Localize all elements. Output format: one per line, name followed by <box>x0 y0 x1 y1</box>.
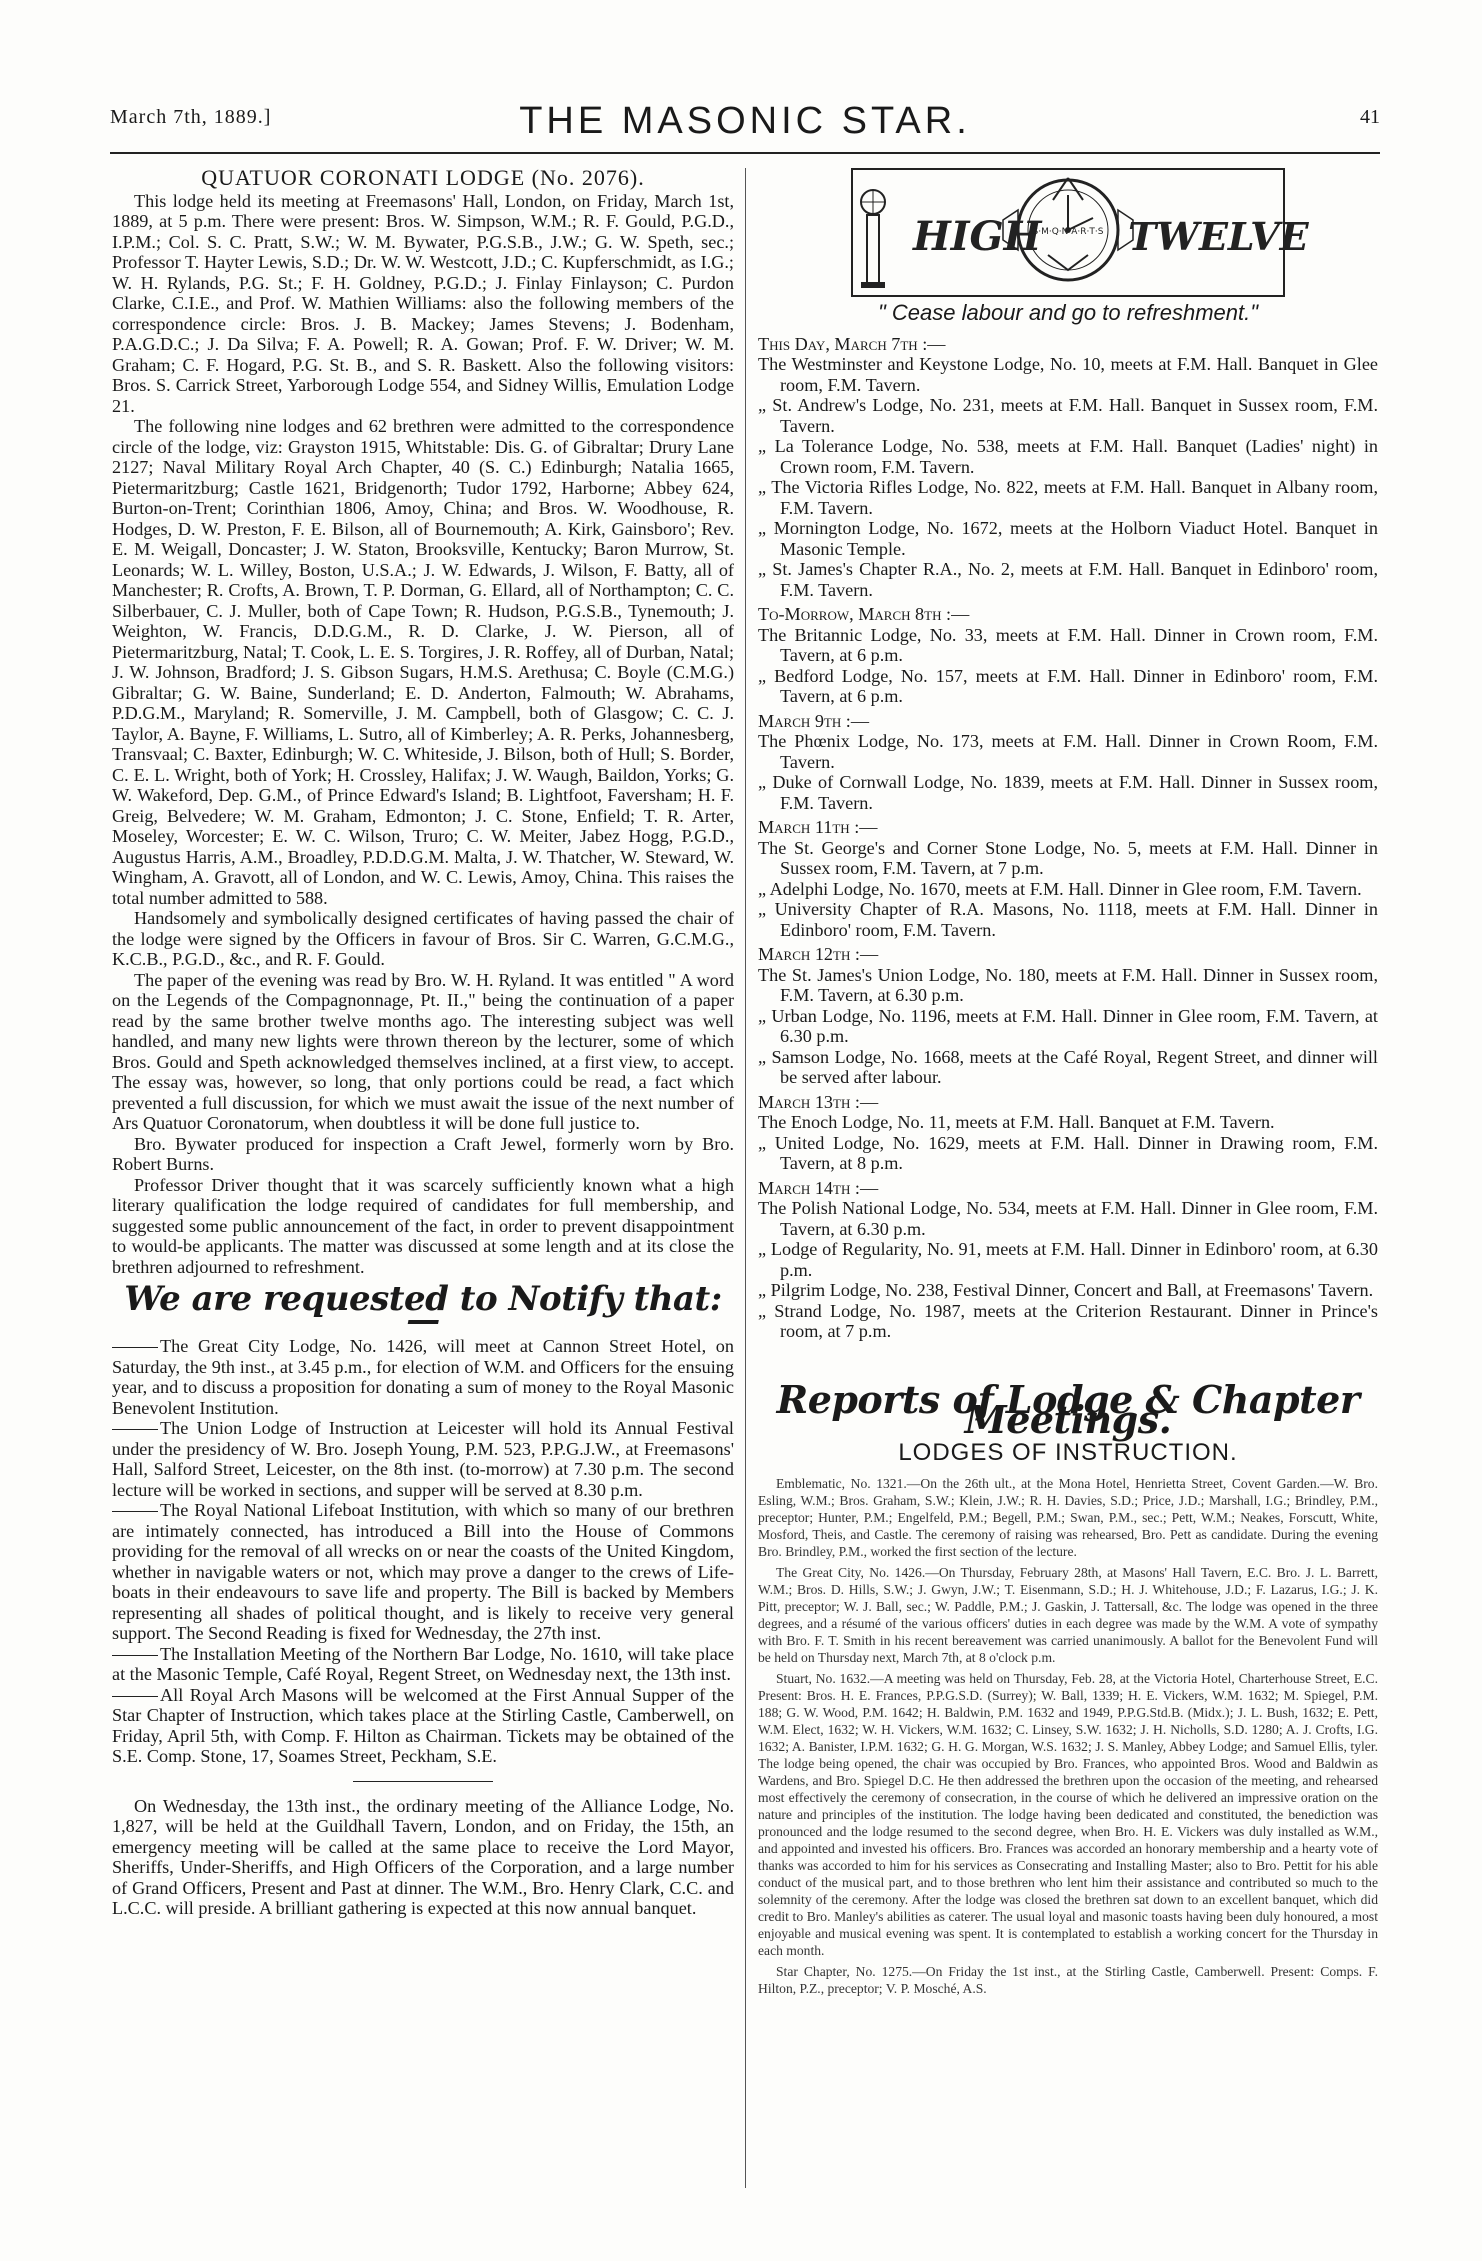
notify-item-4 <box>112 1644 734 1685</box>
notify-item-3 <box>112 1500 734 1644</box>
meeting-entry: „ The Victoria Rifles Lodge, No. 822, meets at F.M. Hall. Banquet in Albany room, F.M. Tavern. <box>758 477 1378 518</box>
emblem-caption: " Cease labour and go to refreshment." <box>877 300 1259 325</box>
notify-text: The Installation Meeting of the Northern Bar Lodge, No. 1610, will take place at the Masonic Temple, Café Royal, Regent Street, on Wednesday next, the 13th inst. <box>112 1643 734 1684</box>
day-heading: March 13th :— <box>758 1091 879 1112</box>
loi-report-emblematic: Emblematic, No. 1321.—On the 26th ult., at the Mona Hotel, Henrietta Street, Covent Garden.—W. Bro. Esling, W.M.; Bros. Graham, S.W.; Klein, J.W.; R. H. Davies, S.D.; Price, J.D.; Marshall, I.G.; Brindley, P.M., preceptor; Hunter, P.M.; Engelfeld, P.M.; Begell, P.M.; Swan, P.M., sec.; Pett, W.M.; Neakes, Forscutt, White, Mosford, Theis, and Castle. The ceremony of raising was rehearsed, Bro. Pett as candidate. During the evening Bro. Brindley, P.M., worked the first section of the lecture. <box>758 1476 1378 1559</box>
quatuor-para-4: The paper of the evening was read by Bro. W. H. Ryland. It was entitled " A word on the Legends of the Compagnonnage, Pt. II.," being the continuation of a paper read by the same brother twelve months ago. The interesting subject was well handled, and many new lights were thrown thereon by the lecturer, some of which Bros. Gould and Speth acknowledged themselves inclined, at a first view, to accept. The essay was, however, so long, that only portions could be read, a fact which prevented a full discussion, for which we must await the issue of the next number of Ars Quatuor Coronatorum, when doubtless it will be done full justice to. <box>112 969 734 1133</box>
day-heading: March 11th :— <box>758 817 878 837</box>
day-heading: March 9th :— <box>758 710 870 731</box>
day-heading: March 14th :— <box>758 1177 879 1198</box>
loi-heading: LODGES OF INSTRUCTION. <box>898 1438 1238 1466</box>
dash-rule <box>112 1429 158 1430</box>
quatuor-para-3: Handsomely and symbolically designed certificates of having passed the chair of the lodge were signed by the Officers in favour of Bros. Sir C. Warren, G.C.M.G., K.C.B., P.G.D., &c., and R. F. Gould. <box>112 908 734 969</box>
newspaper-title: THE MASONIC STAR. <box>519 100 971 142</box>
emblem-illustration-icon <box>853 170 1309 295</box>
dash-rule <box>112 1511 158 1512</box>
dash-rule <box>112 1655 158 1656</box>
emblem-word-high: HIGH <box>913 213 1042 260</box>
emblem-ring-letters: S·M·Q·N·A·R·T·S <box>1032 227 1104 237</box>
meeting-entry: „ La Tolerance Lodge, No. 538, meets at F.M. Hall. Banquet (Ladies' night) in Crown room, F.M. Tavern. <box>758 436 1378 477</box>
page-number: 41 <box>1360 106 1380 128</box>
masthead <box>110 100 1380 152</box>
meeting-entry: „ St. James's Chapter R.A., No. 2, meets at F.M. Hall. Banquet in Edinboro' room, F.M. Tavern. <box>758 559 1378 600</box>
meeting-entry: „ Bedford Lodge, No. 157, meets at F.M. Hall. Dinner in Edinboro' room, F.M. Tavern, at 6 p.m. <box>758 665 1378 706</box>
meeting-entry: „ Duke of Cornwall Lodge, No. 1839, meets at F.M. Hall. Dinner in Sussex room, F.M. Tavern. <box>758 772 1378 813</box>
meeting-entry: „ Urban Lodge, No. 1196, meets at F.M. Hall. Dinner in Glee room, F.M. Tavern, at 6.30 p.m. <box>758 1005 1378 1046</box>
quatuor-para-6: Professor Driver thought that it was scarcely sufficiently known what a high literary qualification the lodge required of candidates for full membership, and suggested some public announcement of the fact, in order to prevent disappointment to would-be applicants. The matter was discussed at some length and at its close the brethren adjourned to refreshment. <box>112 1174 734 1277</box>
loi-report-star-chapter: Star Chapter, No. 1275.—On Friday the 1st inst., at the Stirling Castle, Camberwell. Present: Comps. F. Hilton, P.Z., preceptor; V. P. Mosché, A.S. <box>758 1964 1378 1996</box>
meeting-entry: The St. James's Union Lodge, No. 180, meets at F.M. Hall. Dinner in Sussex room, F.M. Tavern, at 6.30 p.m. <box>758 964 1378 1005</box>
notify-text: The Royal National Lifeboat Institution, with which so many of our brethren are intimately connected, has introduced a Bill into the House of Commons providing for the removal of all wrecks on or near the coasts of the United Kingdom, whether in navigable waters or not, which may prove a danger to the crews of Life-boats in their endeavours to save life and property. The Bill is backed by Members representing all shades of political thought, and is likely to receive very general support. The Second Reading is fixed for Wednesday, the 27th inst. <box>112 1500 734 1643</box>
meeting-entry: „ Adelphi Lodge, No. 1670, meets at F.M. Hall. Dinner in Glee room, F.M. Tavern. <box>758 878 1362 899</box>
notify-item-5 <box>112 1685 734 1767</box>
notify-item-2 <box>112 1418 734 1500</box>
loi-reports <box>758 1475 1378 1997</box>
loi-report-great-city: The Great City, No. 1426.—On Thursday, February 28th, at Masons' Hall Tavern, E.C. Bro. J. L. Barrett, W.M.; Bros. D. Hills, S.W.; J. Gwyn, J.W.; T. Eisenmann, S.D.; H. J. Whitehouse, J.D.; F. Lazarus, I.G.; J. K. Pitt, preceptor; W. J. Ball, sec.; W. Paddle, P.M.; J. Gaskin, J. Tattersall, &c. The lodge was opened in the three degrees, and a résumé of the various officers' duties in each degree was made by the W.M. A vote of sympathy with Bro. F. T. Smith in his recent bereavement was carried unanimously. A ballot for the Benevolent Fund will be held on Thursday next, March 7th, at 8 o'clock p.m. <box>758 1565 1378 1665</box>
notify-text: All Royal Arch Masons will be welcomed at the First Annual Supper of the Star Chapter of Instruction, which takes place at the Stirling Castle, Camberwell, on Friday, April 5th, with Comp. F. Hilton as Chairman. Tickets may be obtained of the S.E. Comp. Stone, 17, Soames Street, Peckham, S.E. <box>112 1684 734 1766</box>
high-twelve-emblem <box>851 168 1309 297</box>
masthead-rule <box>110 152 1380 154</box>
right-column <box>758 168 1378 2001</box>
meeting-entry: „ Mornington Lodge, No. 1672, meets at the Holborn Viaduct Hotel. Banquet in Masonic Temple. <box>758 518 1378 559</box>
meeting-entry: The Phœnix Lodge, No. 173, meets at F.M. Hall. Dinner in Crown Room, F.M. Tavern. <box>758 731 1378 772</box>
meeting-entry: „ Samson Lodge, No. 1668, meets at the Café Royal, Regent Street, and dinner will be served after labour. <box>758 1046 1378 1087</box>
meeting-entry: The Britannic Lodge, No. 33, meets at F.M. Hall. Dinner in Crown room, F.M. Tavern, at 6 p.m. <box>758 624 1378 665</box>
meeting-entry: „ Pilgrim Lodge, No. 238, Festival Dinner, Concert and Ball, at Freemasons' Tavern. <box>758 1280 1374 1300</box>
emblem-word-twelve: TWELVE <box>1128 214 1309 259</box>
meeting-entry: „ Lodge of Regularity, No. 91, meets at F.M. Hall. Dinner in Edinboro' room, at 6.30 p.m. <box>758 1239 1378 1280</box>
meetings-calendar <box>758 334 1378 1342</box>
meeting-entry: The Enoch Lodge, No. 11, meets at F.M. Hall. Banquet at F.M. Tavern. <box>758 1112 1275 1132</box>
day-heading: This Day, March 7th :— <box>758 333 946 354</box>
column-divider <box>745 168 746 2188</box>
meeting-entry: The Polish National Lodge, No. 534, meets at F.M. Hall. Dinner in Glee room, F.M. Tavern, at 6.30 p.m. <box>758 1198 1378 1239</box>
meeting-entry: „ Strand Lodge, No. 1987, meets at the Criterion Restaurant. Dinner in Prince's room, at 7 p.m. <box>758 1300 1378 1341</box>
quatuor-heading: QUATUOR CORONATI LODGE (No. 2076). <box>201 165 645 190</box>
guildhall-para: On Wednesday, the 13th inst., the ordinary meeting of the Alliance Lodge, No. 1,827, will be held at the Guildhall Tavern, London, and on Friday, the 15th, an emergency meeting will be called at the same place to receive the Lord Mayor, Sheriffs, Under-Sheriffs, and High Officers of the Corporation, and a large number of Grand Officers, Present and Past at dinner. The W.M., Bro. Henry Clark, C.C. and L.C.C. will preside. A brilliant gathering is expected at this now annual banquet. <box>112 1795 734 1918</box>
day-heading: March 12th :— <box>758 944 879 964</box>
dash-rule <box>112 1696 158 1697</box>
meeting-entry: The St. George's and Corner Stone Lodge, No. 5, meets at F.M. Hall. Dinner in Sussex room, F.M. Tavern, at 7 p.m. <box>758 837 1378 878</box>
quatuor-para-5: Bro. Bywater produced for inspection a Craft Jewel, formerly worn by Bro. Robert Burns. <box>112 1133 734 1174</box>
meeting-entry: „ St. Andrew's Lodge, No. 231, meets at F.M. Hall. Banquet in Sussex room, F.M. Tavern. <box>758 395 1378 436</box>
meeting-entry: The Westminster and Keystone Lodge, No. 10, meets at F.M. Hall. Banquet in Glee room, F.M. Tavern. <box>758 354 1378 395</box>
notify-text: The Great City Lodge, No. 1426, will meet at Cannon Street Hotel, on Saturday, the 9th inst., at 3.45 p.m., for election of W.M. and Officers for the ensuing year, and to discuss a proposition for donating a sum of money to the Royal Masonic Benevolent Institution. <box>112 1336 734 1418</box>
quatuor-para-1: This lodge held its meeting at Freemasons' Hall, London, on Friday, March 1st, 1889, at 5 p.m. There were present: Bros. W. Simpson, W.M.; R. F. Gould, P.G.D., I.P.M.; Col. S. C. Pratt, S.W.; W. M. Bywater, P.G.S.B., J.W.; G. W. Speth, sec.; Professor T. Hayter Lewis, S.D.; Dr. W. W. Westcott, J.D.; C. Kupferschmidt, as I.G.; W. H. Rylands, P.G. St.; F. H. Goldney, P.G.D.; J. Finlay Finlayson; C. Purdon Clarke, C.I.E., and Prof. W. Mathien Williams: also the following members of the correspondence circle: Bros. J. B. Mackey; James Stevens; J. Bodenham, P.A.G.D.C.; J. Da Silva; F. A. Powell; R. A. Gowan; Prof. F. W. Driver; W. M. Graham; C. F. Hogard, P.G. St. B., and S. R. Baskett. Also the following visitors: Bros. S. Carrick Street, Yarborough Lodge 554, and Sidney Willis, Emulation Lodge 21. <box>112 190 734 416</box>
day-heading: To-Morrow, March 8th :— <box>758 604 970 624</box>
meeting-entry: „ United Lodge, No. 1629, meets at F.M. Hall. Dinner in Drawing room, F.M. Tavern, at 8 p.m. <box>758 1132 1378 1173</box>
reports-heading: Reports of Lodge & Chapter Meetings. <box>776 1376 1360 1442</box>
left-column <box>112 165 734 1919</box>
notify-text: The Union Lodge of Instruction at Leicester will hold its Annual Festival under the presidency of W. Bro. Joseph Young, P.M. 523, P.P.G.J.W., at Freemasons' Hall, Salford Street, Leicester, on the 8th inst. (to-morrow) at 7.30 p.m. The second lecture will be worked in sections, and supper will be served at 8.30 p.m. <box>112 1418 734 1500</box>
notify-item-1 <box>112 1336 734 1418</box>
quatuor-para-2: The following nine lodges and 62 brethren were admitted to the correspondence circle of the lodge, viz: Grayston 1915, Whitstable: Dis. G. of Gibraltar; Drury Lane 2127; Naval Military Royal Arch Chapter, 40 (S. C.) Edinburgh; Natalia 1665, Pietermaritzburg; Castle 1621, Bridgenorth; Tudor 1792, Harborne; Abbey 624, Burton-on-Trent; Corinthian 1806, Amoy, China; and Bros. W. Woodhouse, R. Hodges, D. W. Preston, F. E. Bilson, all of Bournemouth; A. Kirk, Gainsboro'; Rev. E. M. Weigall, Doncaster; J. W. Staton, Brooksville, Kentucky; Baron Murrow, St. Leonards; W. L. Willey, Boston, U.S.A.; J. W. Edwards, J. Wilson, F. Batty, all of Manchester; R. Crofts, A. Brown, T. P. Dorman, G. Ellard, all of Northampton; C. C. Silberbauer, C. J. Muller, both of Cape Town; R. Hudson, P.G.S.B., Tynemouth; J. Weighton, W. Francis, D.D.G.M., R. D. Clarke, J. W. Pierson, all of Pietermaritzburg, Natal; T. Cook, L. E. S. Torgires, J. R. Roffey, all of Durban, Natal; J. W. Johnson, Bradford; J. S. Gibson Sugars, H.M.S. Arethusa; C. Boyle (C.M.G.) Gibraltar; G. W. Baine, Sunderland; E. D. Anderton, Falmouth; W. Abrahams, P.D.G.M., Maryland; R. Somerville, J. M. Campbell, both of Glasgow; C. C. J. Taylor, A. Bayne, F. Williams, L. Sutro, all of Kimberley; A. R. Perks, Johannesberg, Transvaal; C. Baxter, Edinburgh; W. C. Whiteside, J. Bilson, both of Hull; S. Border, C. E. L. Wright, both of York; H. Crossley, Halifax; J. W. Waugh, Baildon, Yorks; G. W. Wakeford, Dep. G.M., of Prince Edward's Island; B. Lightfoot, Faversham; H. F. Greig, Belvedere; W. M. Graham, Edmonton; J. C. Stone, Enfield; T. R. Arter, Moseley, Worcester; E. W. C. Wilson, Truro; C. W. Meiter, Jabez Hogg, P.G.D., Augustus Harris, A.M., Broadley, P.D.D.G.M. Malta, J. W. Thatcher, W. Steward, W. Wingham, A. Gravott, all of London, and W. C. Lewis, Amoy, China. This raises the total number admitted to 588. <box>112 416 734 908</box>
meeting-entry: „ University Chapter of R.A. Masons, No. 1118, meets at F.M. Hall. Dinner in Edinboro' room, F.M. Tavern. <box>758 899 1378 940</box>
notify-heading: We are requested to Notify that:— <box>124 1279 722 1340</box>
dash-rule <box>112 1347 158 1348</box>
loi-report-stuart: Stuart, No. 1632.—A meeting was held on Thursday, Feb. 28, at the Victoria Hotel, Charterhouse Street, E.C. Present: Bros. H. E. Frances, P.P.G.S.D. (Surrey); W. Ball, 1339; H. E. Vickers, W.M. 1632; M. Spiegel, P.M. 188; G. W. Wood, P.M. 1642; H. Baldwin, P.M. 1632 and 1949, P.P.G.Std.B. (Midx.); J. L. Bush, 1632; E. Pett, W.M. Elect, 1632; W. H. Vickers, W.M. 1632; C. Linsey, S.W. 1632; J. H. Nicholls, S.D. 1280; A. J. Crofts, I.G. 1632; A. Banister, I.P.M. 1632; G. H. G. Morgan, W.S. 1632; J. S. Manley, Abbey Lodge; and Samuel Ellis, tyler. The lodge being opened, the chair was occupied by Bro. Frances, who appointed Bros. Wood and Baldwin as Wardens, and Bro. Spiegel D.C. He then addressed the brethren upon the occasion of the meeting, and rehearsed most effectively the ceremony of consecration, in the course of which he delivered an impressive oration on the nature and principles of the institution. The lodge having been dedicated and constituted, the benediction was pronounced and the lodge resumed to the second degree, when Bro. H. E. Vickers was duly installed as W.M., and appointed and invested his officers. Bro. Frances was accorded an honorary membership and a hearty vote of thanks was accorded to him for his services as Consecrating and Installing Master; also to Bro. Pettit for his able conduct of the musical part, and to those brethren who lent him their assistance and contributed so much to the solemnity of the ceremony. After the lodge was closed the brethren sat down to an excellent banquet, which did credit to Bro. Manley's abilities as caterer. The usual loyal and masonic toasts having been duly honoured, a most enjoyable and musical evening was spent. It is contemplated to establish a working concert for the Thursday in each month. <box>758 1671 1378 1958</box>
issue-date: March 7th, 1889.] <box>110 106 272 128</box>
section-separator <box>353 1781 493 1782</box>
